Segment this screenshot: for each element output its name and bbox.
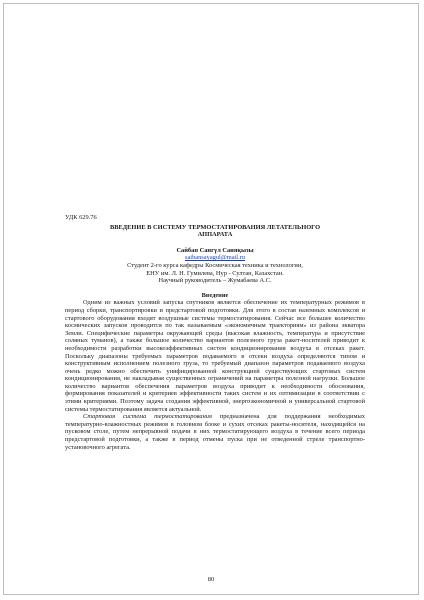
- paragraph-system-purpose: [65, 413, 365, 451]
- italic-term: Стартовая система термостатирования: [83, 413, 212, 421]
- author-email-link[interactable]: saibansayagul@mail.ru: [184, 254, 245, 262]
- article-title-line-2: АППАРАТА: [197, 231, 233, 239]
- supervisor-line: Научный руководитель – Жумабаева А.С.: [158, 277, 272, 285]
- paragraph-intro: Одним из важных условий запуска спутников является обеспечение их температурных режимов в период сборки, транспортировки и предстартовой подготовки. Для этого в состав наземных комплексов и стартового оборудования входят воздушные системы термостатирования. Сейчас все большее количество космических запусков проводится по так называемым «экономичным траекториям» из района экватора Земли. Специфические параметры окружающей среды (высокая влажность, температура и присутствие соляных туманов), а также большое количество вариантов полезного груза ракет-носителей приводит к необходимости разработки высокоэффективных систем кондиционирования воздуха в отсеках ракет. Поскольку диапазоны требуемых параметров подаваемого в отсеки воздуха определяются типом и конструктивным исполнением полезного груза, то требуемый диапазон параметров подаваемого воздуха очень редко можно обеспечить унифицированной конструкцией существующих стартовых систем кондиционирования, не накладывая существенных ограничений на параметры полезной нагрузки. Большое количество вариантов обеспечения параметров воздуха приводит к необходимости обоснования, формирования показателей и критериев эффективности таких систем и их оптимизации в соответствии с этими критериями. Поэтому задача создания эффективной, энергоэкономичной и универсальной стартовой системы термостатирования является актуальной.: [65, 299, 365, 413]
- paragraph-system-purpose-text: предназначена для поддержания необходимых температурно-влажностных режимов в головном блоке и сухих отсеках ракеты-носителя, находящейся на пусковом столе, путем непрерывной подачи в них термостатирующего воздуха в течение всего периода предстартовой подготовки, а также в период отмены пуска при не отведенной стреле транспортно-установочного агрегата.: [65, 413, 365, 451]
- author-name: Сайбан Сангүл Саияқызы: [176, 246, 254, 254]
- affiliation-line-1: Студент 2-го курса кафедры Космическая техника и технологии,: [127, 261, 303, 269]
- affiliation-line-2: ЕНУ им. Л. Н. Гумилева, Нур - Султан, Казахстан.: [146, 269, 284, 277]
- udc-code: УДК 629.76: [65, 214, 97, 221]
- article-title-line-1: ВВЕДЕНИЕ В СИСТЕМУ ТЕРМОСТАТИРОВАНИЯ ЛЕТАТЕЛЬНОГО: [109, 223, 321, 231]
- section-heading: Введение: [201, 291, 229, 299]
- page-number: 80: [207, 576, 215, 583]
- document-body: [65, 214, 365, 451]
- page-frame: [3, 3, 419, 595]
